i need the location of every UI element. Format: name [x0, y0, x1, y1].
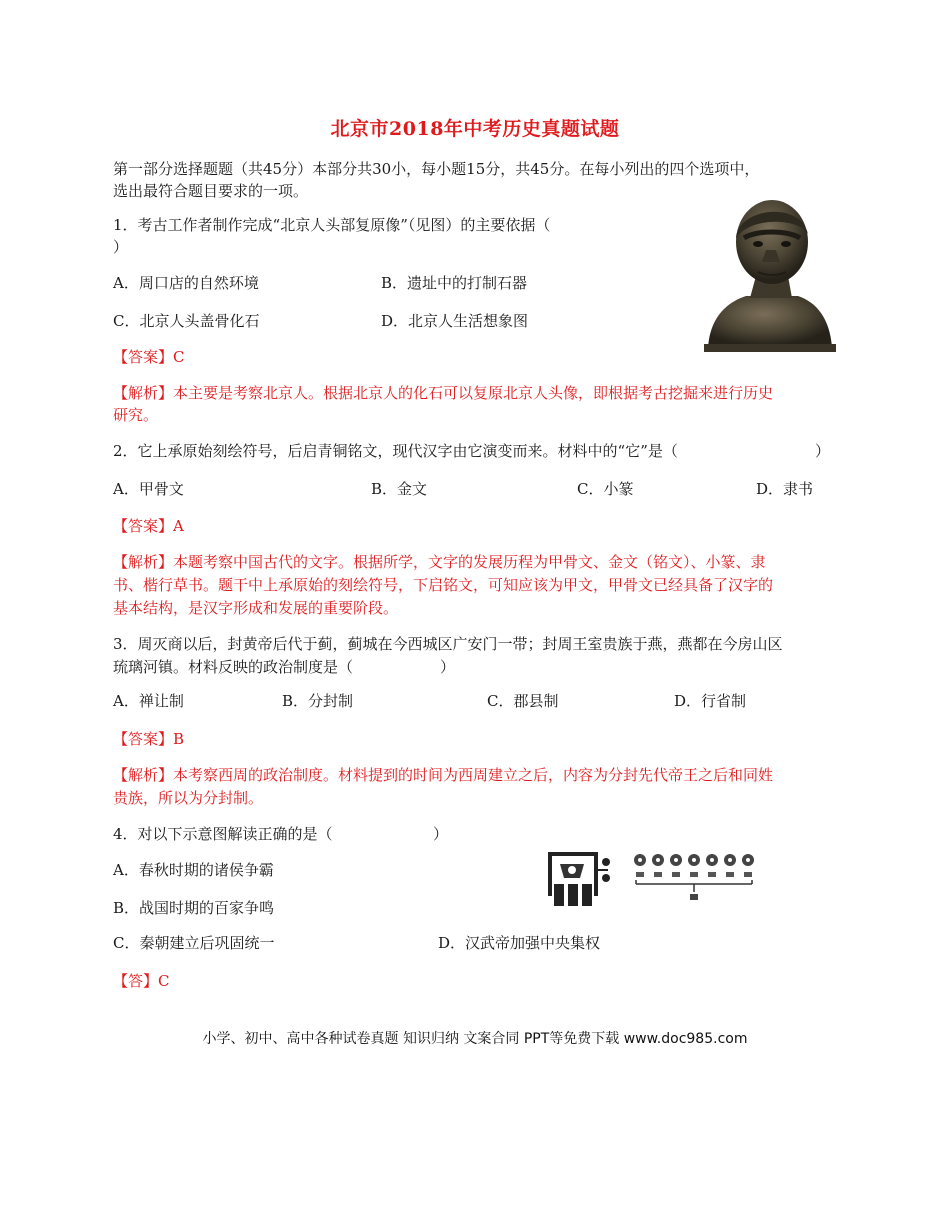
question-3-answer: 【答案】B — [113, 730, 185, 748]
intro-text: 选出最符合题目要求的一项。 — [113, 182, 309, 200]
question-3-analysis: 贵族，所以为分封制。 — [113, 789, 264, 807]
question-1-stem: ） — [113, 238, 129, 256]
footer-text: 小学、初中、高中各种试卷真题 知识归纳 文案合同 PPT等免费下载 www.doc985.com — [202, 1031, 748, 1047]
question-1-analysis: 【解析】本主要是考察北京人。根据北京人的化石可以复原北京人头像，即根据考古挖掘来进行历史 — [113, 384, 774, 402]
question-3-stem: 琉璃河镇。材料反映的政治制度是（ — [113, 658, 354, 676]
question-4-answer: 【答】C — [113, 972, 170, 990]
question-2-analysis: 基本结构，是汉字形成和发展的重要阶段。 — [113, 599, 399, 617]
question-2-option-b: B．金文 — [371, 480, 428, 498]
question-4-option-b: B．战国时期的百家争鸣 — [113, 899, 275, 917]
question-1-option-c: C．北京人头盖骨化石 — [113, 312, 260, 330]
question-1-answer: 【答案】C — [113, 348, 185, 366]
peking-man-bust-image — [700, 198, 840, 352]
question-3-analysis: 【解析】本考察西周的政治制度。材料提到的时间为西周建立之后，内容为分封先代帝王之后和同姓 — [113, 766, 774, 784]
question-2-option-d: D．隶书 — [756, 480, 814, 498]
question-3-option-a: A．禅让制 — [113, 692, 184, 710]
question-1-option-b: B．遗址中的打制石器 — [381, 274, 528, 292]
question-3-option-c: C．郡县制 — [487, 692, 559, 710]
question-1-stem: 1．考古工作者制作完成“北京人头部复原像”（见图）的主要依据（ — [113, 216, 551, 234]
question-1-option-d: D．北京人生活想象图 — [381, 312, 529, 330]
question-1-analysis: 研究。 — [113, 406, 159, 424]
question-2-option-c: C．小篆 — [577, 480, 634, 498]
question-1-option-a: A．周口店的自然环境 — [113, 274, 259, 292]
question-3-option-d: D．行省制 — [674, 692, 747, 710]
page-title: 北京市2018年中考历史真题试题 — [330, 118, 620, 140]
question-4-stem-end: ） — [433, 825, 449, 843]
question-2-analysis: 【解析】本题考察中国古代的文字。根据所学，文字的发展历程为甲骨文、金文（铭文）、小篆、隶 — [113, 553, 766, 571]
question-2-option-a: A．甲骨文 — [113, 480, 184, 498]
question-2-analysis: 书、楷行草书。题干中上承原始的刻绘符号，下启铭文，可知应该为甲文，甲骨文已经具备了汉字的 — [113, 576, 774, 594]
question-3-stem: 3．周灭商以后，封黄帝后代于蓟，蓟城在今西城区广安门一带；封周王室贵族于燕，燕都在今房山区 — [113, 635, 783, 653]
question-3-stem-end: ） — [440, 658, 456, 676]
question-2-answer: 【答案】A — [113, 517, 184, 535]
question-2-stem-end: ） — [815, 442, 831, 460]
question-2-stem: 2．它上承原始刻绘符号，后启青铜铭文，现代汉字由它演变而来。材料中的“它”是（ — [113, 442, 678, 460]
question-3-option-b: B．分封制 — [282, 692, 354, 710]
question-4-option-d: D．汉武帝加强中央集权 — [438, 934, 601, 952]
qin-unification-diagram — [540, 848, 800, 918]
question-4-stem: 4．对以下示意图解读正确的是（ — [113, 825, 333, 843]
intro-text: 第一部分选择题题（共45分）本部分共30小，每小题15分，共45分。在每小列出的四个选项中， — [113, 160, 760, 178]
question-4-option-a: A．春秋时期的诸侯争霸 — [113, 861, 274, 879]
question-4-option-c: C．秦朝建立后巩固统一 — [113, 934, 275, 952]
